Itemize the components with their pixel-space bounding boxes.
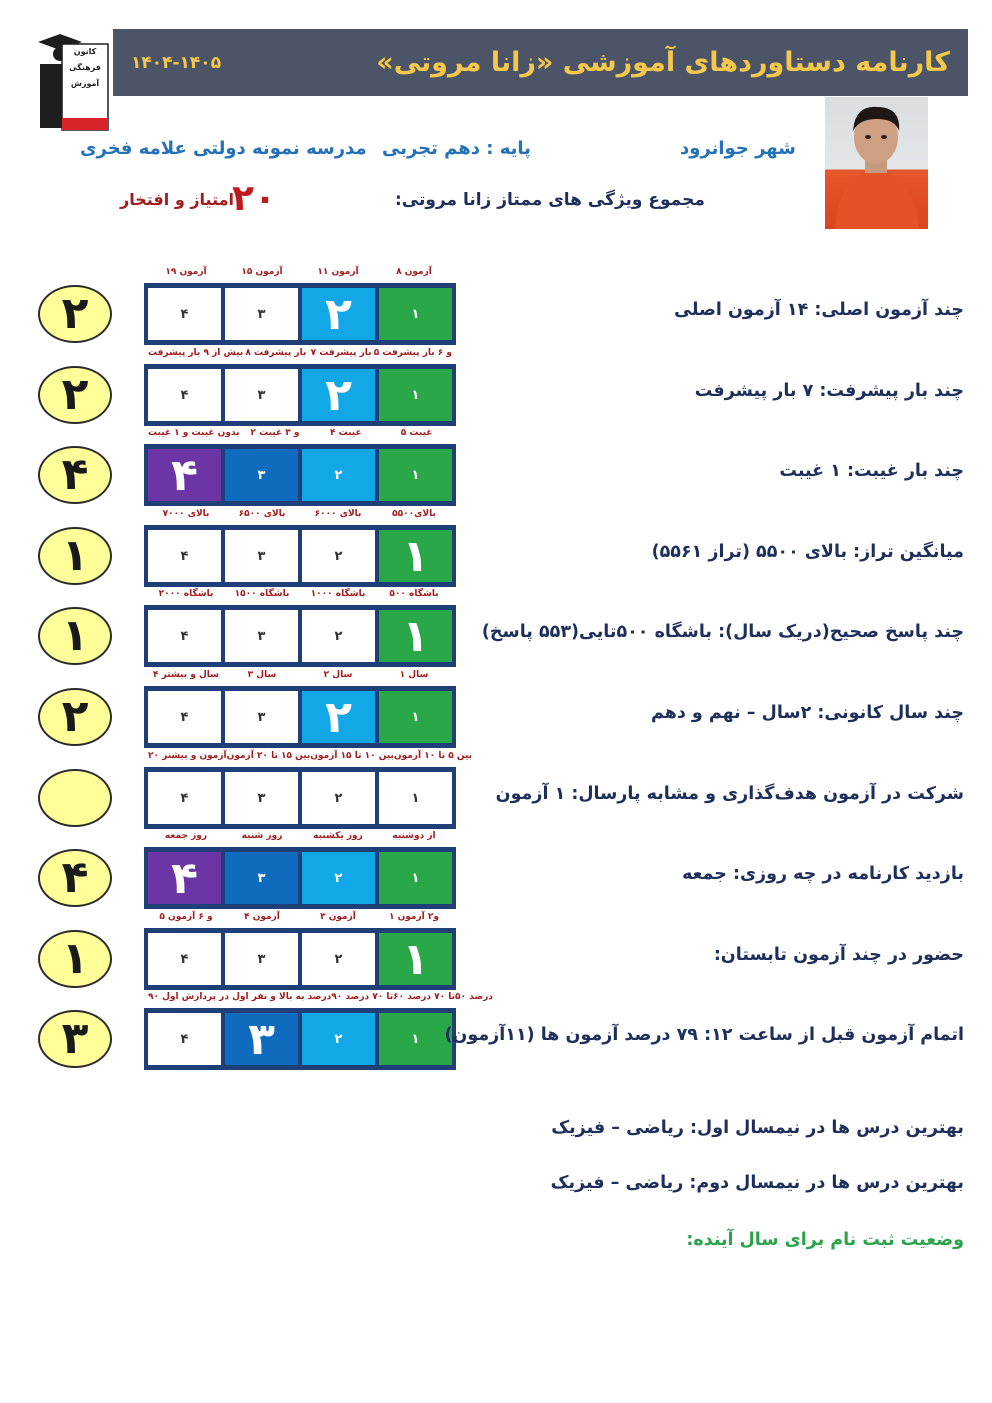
student-school: مدرسه نمونه دولتی علامه فخری (80, 138, 367, 159)
row-header-label: ۴ غیبت (329, 428, 362, 438)
row-header-label: از دوشنبه (392, 831, 436, 841)
level-box: ۴ (148, 610, 221, 662)
level-box: ۳ (225, 288, 298, 340)
row-label: چند سال کانونی: ۲سال – نهم و دهم (650, 703, 964, 723)
row-label: چند بار غیبت: ۱ غیبت (779, 461, 964, 481)
row-headers (144, 912, 456, 922)
row-header-label: بالای۵۵۰۰ (392, 509, 436, 519)
row-header-label: ۹۰ درصد به بالا و نفر اول در پردازش اول (148, 992, 332, 1002)
row-score-circle: ۳ (38, 1010, 112, 1068)
total-score: ۲۰ (232, 178, 276, 219)
level-box: ۱ (379, 449, 452, 501)
row-label: چند پاسخ صحیح(دریک سال): باشگاه ۵۰۰تایی(۵۵۳ پاسخ) (481, 622, 964, 642)
page-title: کارنامه دستاوردهای آموزشی «زانا مروتی» (376, 47, 950, 78)
level-box: ۲ (302, 852, 375, 904)
row-headers (144, 348, 456, 358)
level-box: ۲ (302, 1013, 375, 1065)
level-box: ۳ (225, 369, 298, 421)
level-box: ۱ (379, 530, 452, 582)
level-boxes (144, 283, 456, 345)
row-header-label: بین ۱۵ تا ۲۰ آزمون (226, 751, 311, 761)
row-header-label: بین ۱۰ تا ۱۵ آزمون (310, 751, 394, 761)
row-label: چند آزمون اصلی: ۱۴ آزمون اصلی (674, 300, 964, 320)
row-header-label: ۳ آزمون (320, 912, 356, 922)
student-photo (825, 97, 928, 229)
row-headers (144, 751, 473, 761)
row-headers (144, 992, 493, 1002)
row-header-label: ۸ بار پیشرفت (245, 348, 307, 358)
level-box: ۴ (148, 369, 221, 421)
level-box: ۴ (148, 933, 221, 985)
logo-line-2: فرهنگی (69, 63, 101, 72)
level-box: ۴ (148, 772, 221, 824)
level-box: ۳ (225, 610, 298, 662)
row-headers (144, 670, 456, 680)
row-header-label: ۲۰ آزمون و بیشتر (148, 751, 227, 761)
row-header-label: روز یکشنبه (313, 831, 363, 841)
level-box: ۳ (225, 530, 298, 582)
row-header-label: ۱۵ آزمون (241, 267, 283, 277)
level-box: ۱ (379, 691, 452, 743)
row-header-label: بیش از ۹ بار پیشرفت (148, 348, 244, 358)
row-score-circle: ۱ (38, 527, 112, 585)
row-header-label: باشگاه ۱۰۰۰ (310, 589, 366, 599)
academic-year: ۱۴۰۴-۱۴۰۵ (131, 52, 222, 73)
row-header-label: ۱۱ آزمون (317, 267, 359, 277)
kanoon-logo (30, 30, 110, 132)
student-portrait-icon (825, 97, 928, 229)
level-boxes (144, 1008, 456, 1070)
row-label: میانگین تراز: بالای ۵۵۰۰ (تراز ۵۵۶۱) (651, 542, 964, 562)
row-header-label: ۴ آزمون (244, 912, 280, 922)
level-boxes (144, 605, 456, 667)
student-grade: پایه : دهم تجربی (382, 138, 531, 159)
row-header-label: ۹۰ تا ۷۰ درصد (331, 992, 394, 1002)
total-suffix: امتیاز و افتخار (120, 190, 234, 209)
row-header-label: بالای ۶۰۰۰ (314, 509, 362, 519)
row-score-circle: ۲ (38, 366, 112, 424)
level-box: ۲ (302, 288, 375, 340)
row-headers (144, 831, 456, 841)
level-box: ۱ (379, 772, 452, 824)
row-header-label: ۵ و ۶ بار پیشرفت (373, 348, 452, 358)
row-header-label: ۲ سال (323, 670, 353, 680)
logo-line-1: کانون (73, 47, 97, 56)
row-score-circle: ۱ (38, 930, 112, 988)
row-header-label: ۲ و ۳ غیبت (250, 428, 300, 438)
row-header-label: روز شنبه (241, 831, 283, 841)
row-label: چند بار پیشرفت: ۷ بار پیشرفت (694, 381, 964, 401)
level-box: ۱ (379, 610, 452, 662)
level-box: ۱ (379, 1013, 452, 1065)
level-box: ۳ (225, 1013, 298, 1065)
row-headers (144, 589, 456, 599)
row-header-label: بالای ۷۰۰۰ (162, 509, 210, 519)
level-boxes (144, 525, 456, 587)
level-box: ۲ (302, 449, 375, 501)
row-score-circle (38, 769, 112, 827)
level-box: ۲ (302, 772, 375, 824)
logo-line-3: آموزش (70, 79, 100, 88)
best-subjects-second-term: بهترین درس ها در نیمسال دوم: ریاضی – فیزیک (550, 1173, 964, 1193)
row-header-label: ۱ سال (399, 670, 429, 680)
row-label: بازدید کارنامه در چه روزی: جمعه (682, 864, 964, 884)
row-header-label: باشگاه ۱۵۰۰ (234, 589, 290, 599)
level-box: ۳ (225, 449, 298, 501)
row-header-label: باشگاه ۲۰۰۰ (158, 589, 214, 599)
level-box: ۴ (148, 1013, 221, 1065)
row-header-label: ۵۰ درصد (455, 992, 493, 1002)
level-box: ۱ (379, 852, 452, 904)
row-header-label: ۱ و۲ آزمون (388, 912, 440, 922)
best-subjects-first-term: بهترین درس ها در نیمسال اول: ریاضی – فیزیک (551, 1118, 964, 1138)
level-box: ۲ (302, 691, 375, 743)
row-header-label: ۵ و ۶ آزمون (159, 912, 213, 922)
level-box: ۴ (148, 852, 221, 904)
registration-status: وضعیت ثبت نام برای سال آینده: (686, 1230, 964, 1250)
level-box: ۳ (225, 933, 298, 985)
row-headers (144, 267, 456, 277)
level-boxes (144, 444, 456, 506)
level-box: ۴ (148, 449, 221, 501)
row-label: اتمام آزمون قبل از ساعت ۱۲: ۷۹ درصد آزمون ها (۱۱آزمون) (444, 1025, 964, 1045)
row-header-label: بالای ۶۵۰۰ (238, 509, 286, 519)
row-header-label: بین ۵ تا ۱۰ آزمون (393, 751, 473, 761)
row-score-circle: ۲ (38, 688, 112, 746)
title-bar (113, 29, 968, 96)
level-boxes (144, 847, 456, 909)
level-boxes (144, 364, 456, 426)
row-headers (144, 509, 456, 519)
level-box: ۴ (148, 691, 221, 743)
level-box: ۴ (148, 288, 221, 340)
level-box: ۱ (379, 369, 452, 421)
level-boxes (144, 928, 456, 990)
row-header-label: ۸ آزمون (396, 267, 432, 277)
row-header-label: روز جمعه (164, 831, 208, 841)
level-box: ۳ (225, 772, 298, 824)
row-header-label: ۷ بار پیشرفت (310, 348, 372, 358)
level-box: ۳ (225, 691, 298, 743)
level-box: ۳ (225, 852, 298, 904)
level-box: ۲ (302, 933, 375, 985)
row-header-label: ۶۰ تا ۷۰ درصد (393, 992, 456, 1002)
row-header-label: ۳ سال (247, 670, 277, 680)
row-header-label: باشگاه ۵۰۰ (389, 589, 439, 599)
row-score-circle: ۱ (38, 607, 112, 665)
row-header-label: ۱۹ آزمون (165, 267, 207, 277)
level-box: ۴ (148, 530, 221, 582)
row-label: حضور در چند آزمون تابستان: (713, 945, 964, 965)
row-header-label: ۵ غیبت (400, 428, 433, 438)
level-box: ۱ (379, 933, 452, 985)
level-boxes (144, 767, 456, 829)
logo-line-4: قلم چی (69, 100, 101, 109)
row-score-circle: ۴ (38, 446, 112, 504)
row-header-label: بدون غیبت و ۱ غیبت (148, 428, 240, 438)
row-score-circle: ۲ (38, 285, 112, 343)
level-boxes (144, 686, 456, 748)
level-box: ۱ (379, 288, 452, 340)
row-label: شرکت در آزمون هدف‌گذاری و مشابه پارسال: ۱ آزمون (495, 784, 964, 804)
level-box: ۲ (302, 610, 375, 662)
level-box: ۲ (302, 530, 375, 582)
row-score-circle: ۴ (38, 849, 112, 907)
row-header-label: ۴ سال و بیشتر (152, 670, 220, 680)
total-label: مجموع ویژگی های ممتاز زانا مروتی: (395, 190, 705, 210)
row-headers (144, 428, 456, 438)
level-box: ۲ (302, 369, 375, 421)
student-city: شهر جوانرود (680, 138, 796, 159)
